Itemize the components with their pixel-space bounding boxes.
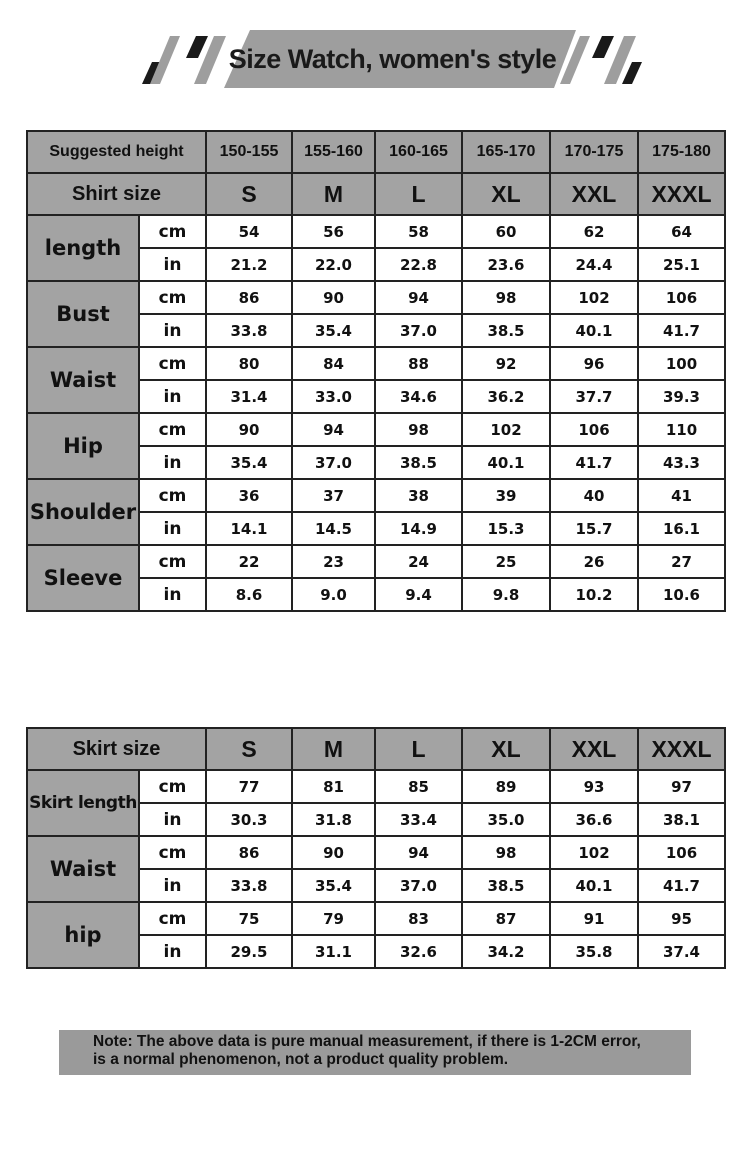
note-line-1: Note: The above data is pure manual measurement, if there is 1-2CM error, [93, 1033, 641, 1050]
unit-in: in [139, 869, 206, 902]
measurement-label: Bust [27, 281, 139, 347]
value-cell: 33.8 [206, 869, 292, 902]
unit-cm: cm [139, 413, 206, 446]
value-cell: 97 [638, 770, 725, 803]
size-cell: XXXL [638, 173, 725, 215]
value-cell: 102 [550, 281, 638, 314]
value-cell: 22 [206, 545, 292, 578]
value-cell: 10.2 [550, 578, 638, 611]
measurement-label: Waist [27, 347, 139, 413]
table-row [27, 836, 725, 869]
size-cell: XL [462, 728, 550, 770]
value-cell: 35.0 [462, 803, 550, 836]
value-cell: 40.1 [550, 314, 638, 347]
unit-cm: cm [139, 281, 206, 314]
shirt-size-table [26, 130, 726, 612]
value-cell: 94 [375, 281, 462, 314]
measurement-label: Skirt length [27, 770, 139, 836]
value-cell: 91 [550, 902, 638, 935]
unit-cm: cm [139, 770, 206, 803]
table-row [27, 281, 725, 314]
value-cell: 95 [638, 902, 725, 935]
value-cell: 37.0 [375, 314, 462, 347]
height-cell: 170-175 [550, 131, 638, 173]
value-cell: 41.7 [638, 869, 725, 902]
value-cell: 77 [206, 770, 292, 803]
value-cell: 30.3 [206, 803, 292, 836]
value-cell: 35.4 [206, 446, 292, 479]
value-cell: 40.1 [462, 446, 550, 479]
note-banner [59, 1030, 691, 1075]
height-cell: 155-160 [292, 131, 375, 173]
measurement-label: Waist [27, 836, 139, 902]
unit-cm: cm [139, 215, 206, 248]
unit-in: in [139, 314, 206, 347]
value-cell: 24.4 [550, 248, 638, 281]
unit-in: in [139, 803, 206, 836]
measurement-label: hip [27, 902, 139, 968]
value-cell: 86 [206, 281, 292, 314]
value-cell: 39 [462, 479, 550, 512]
value-cell: 37.0 [292, 446, 375, 479]
value-cell: 23.6 [462, 248, 550, 281]
value-cell: 38.1 [638, 803, 725, 836]
value-cell: 94 [292, 413, 375, 446]
value-cell: 86 [206, 836, 292, 869]
value-cell: 93 [550, 770, 638, 803]
unit-cm: cm [139, 545, 206, 578]
value-cell: 102 [462, 413, 550, 446]
unit-cm: cm [139, 347, 206, 380]
value-cell: 37 [292, 479, 375, 512]
height-header-row [27, 131, 725, 173]
value-cell: 54 [206, 215, 292, 248]
value-cell: 88 [375, 347, 462, 380]
size-cell: L [375, 173, 462, 215]
measurement-label: length [27, 215, 139, 281]
value-cell: 98 [375, 413, 462, 446]
value-cell: 36 [206, 479, 292, 512]
table-row [27, 902, 725, 935]
size-cell: M [292, 173, 375, 215]
page-title: Size Watch, women's style [228, 43, 557, 74]
value-cell: 36.2 [462, 380, 550, 413]
value-cell: 22.8 [375, 248, 462, 281]
size-header-row [27, 728, 725, 770]
value-cell: 33.4 [375, 803, 462, 836]
value-cell: 39.3 [638, 380, 725, 413]
table-row [27, 770, 725, 803]
size-cell: L [375, 728, 462, 770]
value-cell: 31.4 [206, 380, 292, 413]
value-cell: 85 [375, 770, 462, 803]
value-cell: 90 [206, 413, 292, 446]
value-cell: 87 [462, 902, 550, 935]
value-cell: 33.0 [292, 380, 375, 413]
value-cell: 89 [462, 770, 550, 803]
value-cell: 37.7 [550, 380, 638, 413]
value-cell: 15.3 [462, 512, 550, 545]
value-cell: 106 [638, 836, 725, 869]
value-cell: 9.8 [462, 578, 550, 611]
value-cell: 56 [292, 215, 375, 248]
value-cell: 90 [292, 836, 375, 869]
value-cell: 38.5 [462, 869, 550, 902]
height-cell: 160-165 [375, 131, 462, 173]
value-cell: 98 [462, 836, 550, 869]
value-cell: 38.5 [462, 314, 550, 347]
title-banner [140, 28, 645, 90]
value-cell: 23 [292, 545, 375, 578]
value-cell: 9.4 [375, 578, 462, 611]
value-cell: 41.7 [550, 446, 638, 479]
measurement-label: Shoulder [27, 479, 139, 545]
value-cell: 22.0 [292, 248, 375, 281]
value-cell: 81 [292, 770, 375, 803]
unit-cm: cm [139, 836, 206, 869]
value-cell: 37.0 [375, 869, 462, 902]
value-cell: 35.4 [292, 314, 375, 347]
value-cell: 100 [638, 347, 725, 380]
unit-in: in [139, 578, 206, 611]
value-cell: 14.5 [292, 512, 375, 545]
value-cell: 14.9 [375, 512, 462, 545]
value-cell: 16.1 [638, 512, 725, 545]
value-cell: 14.1 [206, 512, 292, 545]
value-cell: 110 [638, 413, 725, 446]
value-cell: 33.8 [206, 314, 292, 347]
size-cell: XXL [550, 728, 638, 770]
value-cell: 21.2 [206, 248, 292, 281]
table-row [27, 413, 725, 446]
value-cell: 8.6 [206, 578, 292, 611]
value-cell: 31.8 [292, 803, 375, 836]
value-cell: 27 [638, 545, 725, 578]
value-cell: 34.2 [462, 935, 550, 968]
table-row [27, 347, 725, 380]
value-cell: 102 [550, 836, 638, 869]
measurement-label: Sleeve [27, 545, 139, 611]
value-cell: 80 [206, 347, 292, 380]
size-cell: XXL [550, 173, 638, 215]
skirt-size-label: Skirt size [27, 728, 206, 770]
unit-cm: cm [139, 479, 206, 512]
value-cell: 40 [550, 479, 638, 512]
value-cell: 35.4 [292, 869, 375, 902]
value-cell: 10.6 [638, 578, 725, 611]
value-cell: 34.6 [375, 380, 462, 413]
size-cell: S [206, 728, 292, 770]
value-cell: 60 [462, 215, 550, 248]
value-cell: 41.7 [638, 314, 725, 347]
size-cell: M [292, 728, 375, 770]
unit-in: in [139, 380, 206, 413]
shirt-size-label: Shirt size [27, 173, 206, 215]
value-cell: 96 [550, 347, 638, 380]
value-cell: 25.1 [638, 248, 725, 281]
value-cell: 106 [550, 413, 638, 446]
value-cell: 43.3 [638, 446, 725, 479]
table-row [27, 545, 725, 578]
value-cell: 38.5 [375, 446, 462, 479]
value-cell: 26 [550, 545, 638, 578]
value-cell: 15.7 [550, 512, 638, 545]
skirt-size-table [26, 727, 726, 969]
value-cell: 25 [462, 545, 550, 578]
value-cell: 36.6 [550, 803, 638, 836]
unit-in: in [139, 248, 206, 281]
height-cell: 150-155 [206, 131, 292, 173]
value-cell: 24 [375, 545, 462, 578]
value-cell: 98 [462, 281, 550, 314]
note-line-2: is a normal phenomenon, not a product quality problem. [93, 1051, 509, 1068]
value-cell: 9.0 [292, 578, 375, 611]
value-cell: 32.6 [375, 935, 462, 968]
value-cell: 94 [375, 836, 462, 869]
value-cell: 41 [638, 479, 725, 512]
size-cell: XL [462, 173, 550, 215]
unit-in: in [139, 512, 206, 545]
height-cell: 165-170 [462, 131, 550, 173]
unit-in: in [139, 935, 206, 968]
size-cell: XXXL [638, 728, 725, 770]
value-cell: 64 [638, 215, 725, 248]
value-cell: 84 [292, 347, 375, 380]
unit-in: in [139, 446, 206, 479]
value-cell: 58 [375, 215, 462, 248]
value-cell: 75 [206, 902, 292, 935]
table-row [27, 479, 725, 512]
value-cell: 90 [292, 281, 375, 314]
size-header-row [27, 173, 725, 215]
height-cell: 175-180 [638, 131, 725, 173]
value-cell: 106 [638, 281, 725, 314]
height-label: Suggested height [27, 131, 206, 173]
size-cell: S [206, 173, 292, 215]
value-cell: 31.1 [292, 935, 375, 968]
unit-cm: cm [139, 902, 206, 935]
value-cell: 83 [375, 902, 462, 935]
value-cell: 38 [375, 479, 462, 512]
value-cell: 62 [550, 215, 638, 248]
value-cell: 40.1 [550, 869, 638, 902]
value-cell: 92 [462, 347, 550, 380]
measurement-label: Hip [27, 413, 139, 479]
value-cell: 79 [292, 902, 375, 935]
table-row [27, 215, 725, 248]
value-cell: 29.5 [206, 935, 292, 968]
value-cell: 37.4 [638, 935, 725, 968]
value-cell: 35.8 [550, 935, 638, 968]
